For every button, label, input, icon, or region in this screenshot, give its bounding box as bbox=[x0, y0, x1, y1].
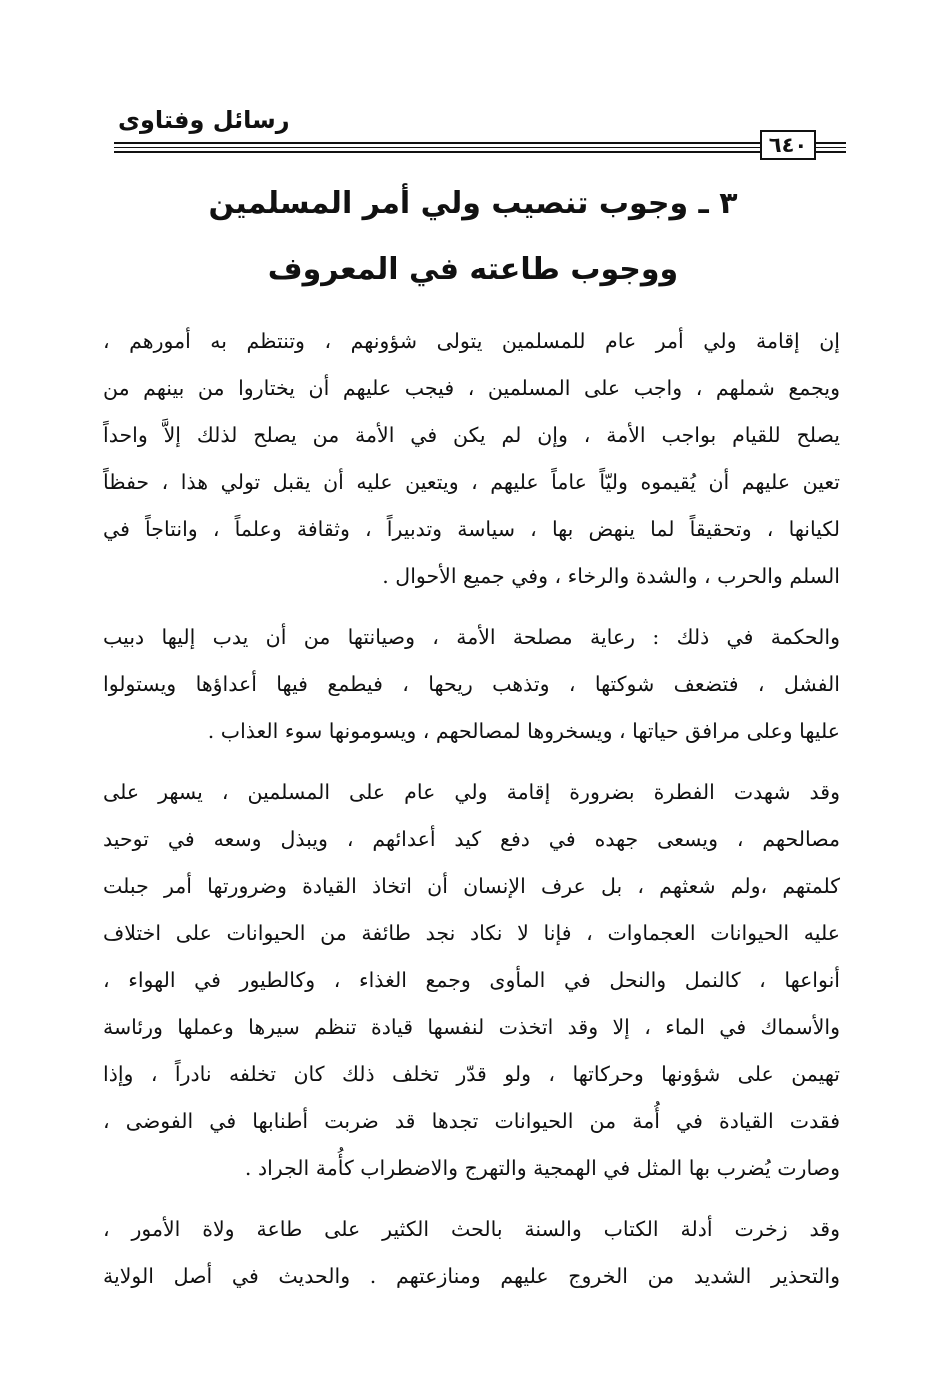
text-line: وصارت يُضرب بها المثل في الهمجية والتهرج والاضطراب كأُمة الجراد . bbox=[244, 1156, 840, 1180]
text-line: لكيانها ، وتحقيقاً لما ينهض بها ، سياسة وتدبيراً ، وثقافة وعلماً ، وانتاجاً في bbox=[103, 517, 840, 541]
page-header bbox=[106, 100, 846, 170]
text-line: عليها وعلى مرافق حياتها ، ويسخروها لمصالحهم ، ويسومونها سوء العذاب . bbox=[207, 719, 840, 743]
header-rule bbox=[814, 151, 846, 153]
text-line: وقد زخرت أدلة الكتاب والسنة بالحث الكثير على طاعة ولاة الأمور ، bbox=[103, 1217, 840, 1241]
paragraph bbox=[103, 614, 840, 755]
text-line: إن إقامة ولي أمر عام للمسلمين يتولى شؤونهم ، وتنتظم به أمورهم ، bbox=[103, 329, 840, 353]
text-line: ويجمع شملهم ، واجب على المسلمين ، فيجب عليهم أن يختاروا من بينهم من bbox=[103, 376, 840, 400]
text-line: السلم والحرب ، والشدة والرخاء ، وفي جميع الأحوال . bbox=[382, 564, 840, 588]
text-line: يصلح للقيام بواجب الأمة ، وإن لم يكن في الأمة من يصلح لذلك إلاَّ واحداً bbox=[103, 423, 840, 447]
text-line: تعين عليهم أن يُقيموه وليّاً عاماً عليهم ، ويتعين عليه أن يقبل تولي هذا ، حفظاً bbox=[103, 470, 840, 494]
paragraph bbox=[103, 769, 840, 1192]
text-line: وقد شهدت الفطرة بضرورة إقامة ولي عام على المسلمين ، يسهر على bbox=[103, 780, 840, 804]
book-title: رسائل وفتاوى bbox=[118, 106, 290, 134]
section-subheading: ووجوب طاعته في المعروف bbox=[267, 252, 679, 287]
text-line: عليه الحيوانات العجماوات ، فإنا لا نكاد نجد طائفة من الحيوانات على اختلاف bbox=[103, 921, 840, 945]
text-line: مصالحهم ، ويسعى جهده في دفع كيد أعدائهم ، ويبذل وسعه في توحيد bbox=[103, 827, 840, 851]
header-rule bbox=[814, 147, 846, 148]
body-text bbox=[103, 318, 840, 1300]
text-line: فقدت القيادة في أُمة من الحيوانات تجدها قد ضربت أطنابها في الفوضى ، bbox=[103, 1109, 840, 1133]
text-line: الفشل ، فتضعف شوكتها ، وتذهب ريحها ، فيطمع فيها أعداؤها ويستولوا bbox=[103, 672, 840, 696]
header-rule bbox=[814, 142, 846, 144]
text-line: تهيمن على شؤونها وحركاتها ، ولو قدّر تخلف ذلك كان تخلفه نادراً ، وإذا bbox=[103, 1062, 840, 1086]
text-line: والحكمة في ذلك : رعاية مصلحة الأمة ، وصيانتها من أن يدب إليها دبيب bbox=[103, 625, 840, 649]
section-heading: ٣ ـ وجوب تنصيب ولي أمر المسلمين bbox=[208, 186, 738, 221]
text-line: والأسماك في الماء ، إلا وقد اتخذت لنفسها قيادة تنظم سيرها وعملها ورئاسة bbox=[103, 1015, 840, 1039]
paragraph bbox=[103, 1206, 840, 1300]
page-number: ٦٤٠ bbox=[760, 130, 816, 160]
text-line: أنواعها ، كالنمل والنحل في المأوى وجمع الغذاء ، وكالطيور في الهواء ، bbox=[103, 968, 840, 992]
text-line: والتحذير الشديد من الخروج عليهم ومنازعتهم . والحديث في أصل الولاية bbox=[103, 1264, 840, 1288]
header-rule bbox=[114, 142, 810, 144]
header-rule bbox=[114, 151, 810, 153]
paragraph bbox=[103, 318, 840, 600]
header-rule bbox=[114, 147, 810, 148]
text-line: كلمتهم ،ولم شعثهم ، بل عرف الإنسان أن اتخاذ القيادة وضرورتها أمر جبلت bbox=[103, 874, 840, 898]
